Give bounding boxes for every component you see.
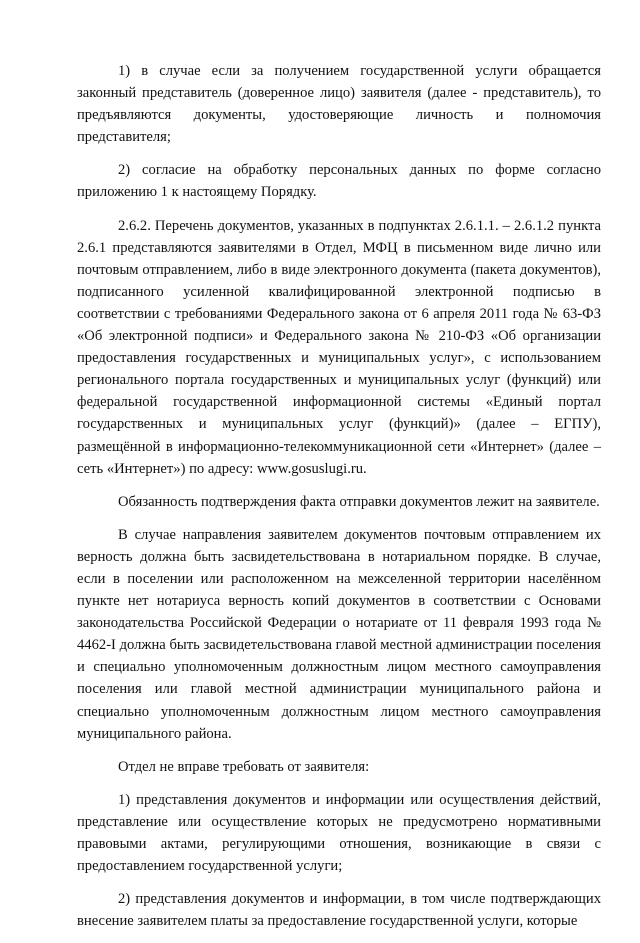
paragraph-obligation: Обязанность подтверждения факта отправки документов лежит на заявителе. bbox=[118, 493, 600, 510]
paragraph-department-restriction: Отдел не вправе требовать от заявителя: bbox=[118, 758, 370, 775]
paragraph-restriction-1: 1) представления документов и информации или осуществления действий, представление или осуществление которых не предусмотрено нормативными правовыми актами, регулирующими отношения, возникающие в связи с предоставлением государственной услуги; bbox=[77, 791, 601, 875]
paragraph-postal-notary: В случае направления заявителем документов почтовым отправлением их верность должна быть засвидетельствована в нотариальном порядке. В случае, если в поселении или расположенном на межселенной территории населённом пункте нет нотариуса верность копий документов в соответствии с Основами законодательства Российской Федерации о нотариате от 11 февраля 1993 года № 4462-I должна быть засвидетельствована главой местной администрации поселения и специально уполномоченным должностным лицом местного самоуправления поселения или главой местной администрации муниципального района и специально уполномоченным должностным лицом местного самоуправления муниципального района. bbox=[77, 526, 601, 742]
document-page bbox=[77, 60, 601, 943]
paragraph-restriction-2: 2) представления документов и информации, в том числе подтверждающих внесение заявителем платы за предоставление государственной услуги, которые bbox=[77, 891, 601, 930]
paragraph-document-list: 2.6.2. Перечень документов, указанных в подпунктах 2.6.1.1. – 2.6.1.2 пункта 2.6.1 представляются заявителями в Отдел, МФЦ в письменном виде лично или почтовым отправлением, либо в виде электронного документа (пакета документов), подписанного усиленной квалифицированной электронной подписью в соответствии с требованиями Федерального закона от 6 апреля 2011 года № 63-ФЗ «Об электронной подписи» и Федерального закона № 210-ФЗ «Об организации предоставления государственных и муниципальных услуг», с использованием регионального портала государственных и муниципальных услуг (функций) или федеральной государственной информационной системы «Единый портал государственных и муниципальных услуг (функций)» (далее – ЕГПУ), размещённой в информационно-телекоммуникационной сети «Интернет» (далее – сеть «Интернет») по адресу: www.gosuslugi.ru. bbox=[77, 217, 601, 477]
paragraph-consent: 2) согласие на обработку персональных данных по форме согласно приложению 1 к настоящему Порядку. bbox=[77, 162, 601, 201]
paragraph-representative: 1) в случае если за получением государственной услуги обращается законный представитель (доверенное лицо) заявителя (далее - представитель), то предъявляются документы, удостоверяющие личность и полномочия представителя; bbox=[77, 63, 601, 146]
